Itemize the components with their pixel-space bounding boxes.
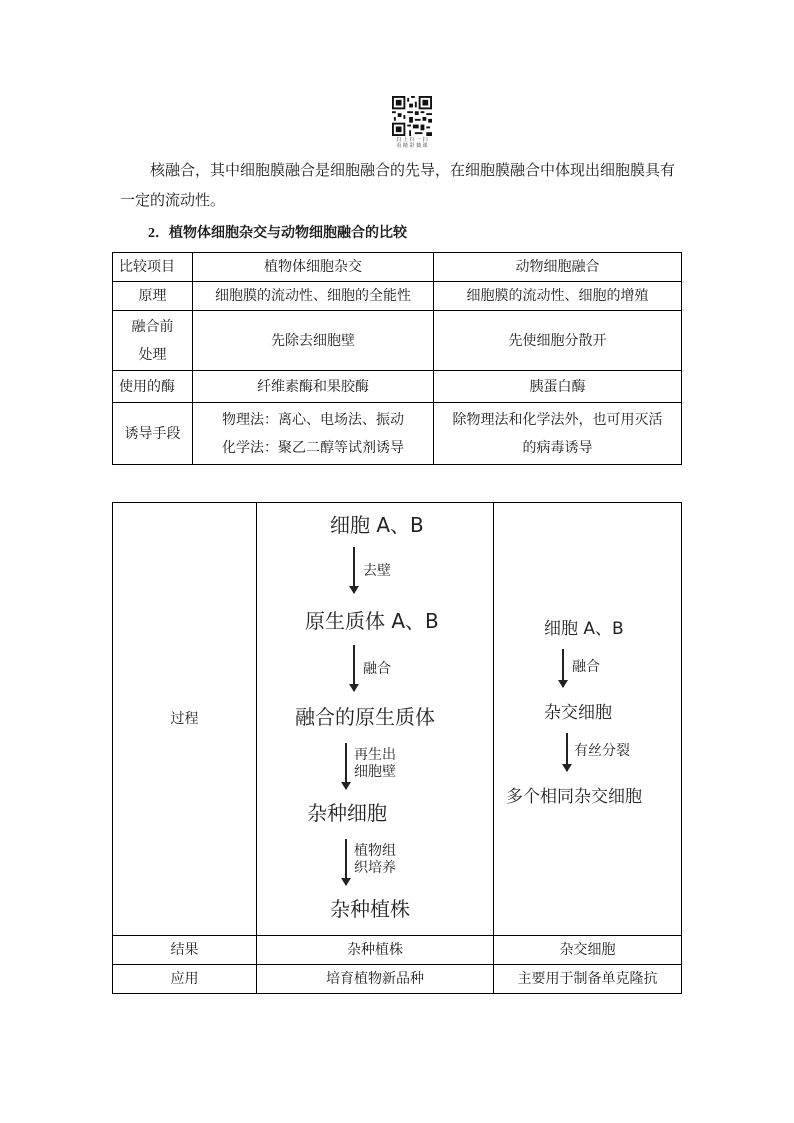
table-row: [113, 311, 682, 371]
plant-flowchart: [257, 503, 493, 935]
row-plant: 细胞膜的流动性、细胞的全能性: [193, 282, 434, 311]
row-item-line: 处理: [138, 346, 167, 363]
animal-flow-cell: [494, 503, 682, 936]
down-arrow-icon: [353, 645, 355, 691]
process-table: [112, 502, 682, 994]
result-row: [113, 936, 682, 965]
qr-code-icon[interactable]: [392, 96, 432, 136]
row-plant: 先除去细胞壁: [193, 311, 434, 371]
qr-caption: [386, 137, 438, 149]
result-label: 结果: [113, 936, 257, 965]
row-animal: 胰蛋白酶: [434, 371, 682, 403]
flow-step-label: [354, 843, 396, 877]
header-animal: 动物细胞融合: [434, 253, 682, 282]
row-animal-line: 的病毒诱导: [522, 439, 593, 456]
table-row: [113, 371, 682, 403]
table-header-row: [113, 253, 682, 282]
flow-step-label: 去壁: [363, 563, 391, 579]
section-heading: [148, 222, 407, 245]
intro-paragraph: 核融合，其中细胞膜融合是细胞融合的先导，在细胞膜融合中体现出细胞膜具有一定的流动性。: [120, 161, 676, 209]
flow-step-label: 融合: [572, 659, 600, 675]
flow-step-line: 细胞壁: [354, 764, 396, 780]
row-item: 原理: [113, 282, 193, 311]
down-arrow-icon: [566, 733, 568, 771]
qr-caption-line-2: 看 精 彩 微 课: [396, 143, 428, 149]
down-arrow-icon: [345, 839, 347, 885]
result-plant: 杂种植株: [257, 936, 494, 965]
flow-step-line: 再生出: [354, 747, 396, 763]
row-plant: [193, 403, 434, 465]
flow-node: 多个相同杂交细胞: [506, 787, 642, 807]
application-plant: 培育植物新品种: [257, 965, 494, 994]
flow-step-label: 有丝分裂: [574, 743, 630, 759]
row-animal: [434, 403, 682, 465]
row-item: 诱导手段: [113, 403, 193, 465]
row-plant: 纤维素酶和果胶酶: [193, 371, 434, 403]
comparison-table: [112, 252, 682, 465]
row-animal-line: 除物理法和化学法外，也可用灭活: [452, 411, 663, 428]
application-row: [113, 965, 682, 994]
flow-node: 细胞 A、B: [544, 619, 624, 639]
row-plant-line: 物理法：离心、电场法、振动: [222, 411, 404, 428]
application-label: 应用: [113, 965, 257, 994]
application-animal: 主要用于制备单克隆抗: [494, 965, 682, 994]
flow-node: 杂交细胞: [544, 703, 612, 723]
flow-node: 细胞 A、B: [330, 513, 424, 537]
flow-node: 融合的原生质体: [295, 705, 435, 729]
flow-step-label: 融合: [363, 661, 391, 677]
animal-flowchart: [494, 503, 681, 935]
flow-node: 原生质体 A、B: [305, 609, 439, 633]
section-title: 植物体细胞杂交与动物细胞融合的比较: [169, 225, 407, 241]
row-animal: 细胞膜的流动性、细胞的增殖: [434, 282, 682, 311]
row-plant-line: 化学法：聚乙二醇等试剂诱导: [222, 439, 404, 456]
header-plant: 植物体细胞杂交: [193, 253, 434, 282]
flow-node: 杂种植株: [330, 897, 410, 921]
down-arrow-icon: [562, 649, 564, 687]
flow-step-label: [354, 747, 396, 781]
down-arrow-icon: [353, 547, 355, 593]
flow-step-line: 植物组: [354, 843, 396, 859]
row-item-line: 融合前: [131, 318, 174, 335]
flow-step-line: 织培养: [354, 860, 396, 876]
row-item: [113, 311, 193, 371]
process-label: 过程: [113, 503, 257, 936]
header-item: 比较项目: [113, 253, 193, 282]
flow-node: 杂种细胞: [307, 801, 387, 825]
section-number: 2．: [148, 226, 169, 241]
down-arrow-icon: [345, 743, 347, 789]
result-animal: 杂交细胞: [494, 936, 682, 965]
plant-flow-cell: [257, 503, 494, 936]
qr-caption-line-1: 扫 上 扫 一 扫: [396, 137, 428, 143]
table-row: [113, 282, 682, 311]
table-row: [113, 403, 682, 465]
row-item: 使用的酶: [113, 371, 193, 403]
process-row: [113, 503, 682, 936]
row-animal: 先使细胞分散开: [434, 311, 682, 371]
